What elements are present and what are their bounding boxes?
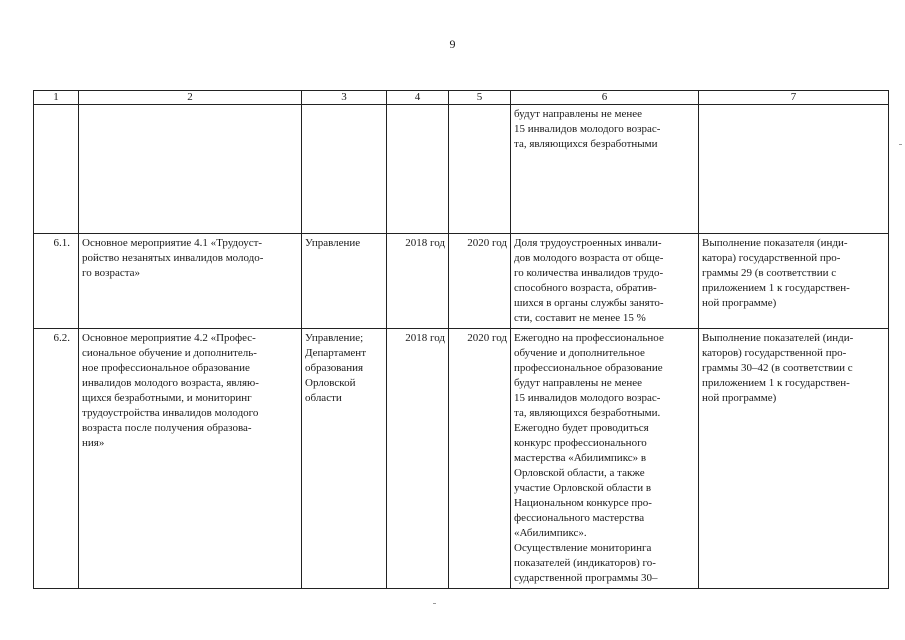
scan-speck [899, 144, 902, 145]
column-number-4: 4 [387, 91, 449, 105]
column-number-3: 3 [302, 91, 387, 105]
column-number-7: 7 [699, 91, 889, 105]
start-year-cell [387, 105, 449, 234]
program-link-cell: Выполнение показателя (инди- катора) государственной про- граммы 29 (в соответствии с приложением 1 к государствен- ной программе) [699, 234, 889, 329]
indicator-cell: Ежегодно на профессиональное обучение и дополнительное профессиональное образование будут направлены не менее 15 инвалидов молодого возрас- та, являющихся безработными. Ежегодно будет проводиться конкурс профессионального мастерства «Абилимпикс» в Орловской области, а также участие Орловской области в Национальном конкурсе про- фессионального мастерства «Абилимпикс». Осуществление мониторинга показателей (индикаторов) го- сударственной программы 30– [511, 329, 699, 589]
column-number-2: 2 [79, 91, 302, 105]
program-link-cell: Выполнение показателей (инди- каторов) государственной про- граммы 30–42 (в соответствии с приложением 1 к государствен- ной программе) [699, 329, 889, 589]
row-number-cell [34, 105, 79, 234]
event-cell [79, 105, 302, 234]
executor-cell: Управление; Департамент образования Орловской области [302, 329, 387, 589]
table-row-6-2 [34, 329, 889, 589]
column-number-1: 1 [34, 91, 79, 105]
event-cell: Основное мероприятие 4.2 «Профес- сиональное обучение и дополнитель- ное профессиональное образование инвалидов молодого возраста, являю- щихся безработными, и мониторинг трудоустройства инвалидов молодого возраста после получения образова- ния» [79, 329, 302, 589]
indicator-cell: будут направлены не менее 15 инвалидов молодого возрас- та, являющихся безработными [511, 105, 699, 234]
column-number-6: 6 [511, 91, 699, 105]
start-year-cell: 2018 год [387, 234, 449, 329]
table-header-row [34, 91, 889, 105]
program-link-cell [699, 105, 889, 234]
row-number-cell: 6.1. [34, 234, 79, 329]
end-year-cell: 2020 год [449, 329, 511, 589]
end-year-cell: 2020 год [449, 234, 511, 329]
start-year-cell: 2018 год [387, 329, 449, 589]
event-cell: Основное мероприятие 4.1 «Трудоуст- ройство незанятых инвалидов молодо- го возраста» [79, 234, 302, 329]
program-table [33, 90, 889, 589]
row-number-cell: 6.2. [34, 329, 79, 589]
table-row-6-1 [34, 234, 889, 329]
executor-cell [302, 105, 387, 234]
indicator-cell: Доля трудоустроенных инвали- дов молодого возраста от обще- го количества инвалидов трудо- способного возраста, обратив- шихся в органы службы занято- сти, составит не менее 15 % [511, 234, 699, 329]
end-year-cell [449, 105, 511, 234]
scan-speck [433, 603, 436, 604]
column-number-5: 5 [449, 91, 511, 105]
executor-cell: Управление [302, 234, 387, 329]
page-number: 9 [449, 37, 456, 51]
table-row-continuation [34, 105, 889, 234]
